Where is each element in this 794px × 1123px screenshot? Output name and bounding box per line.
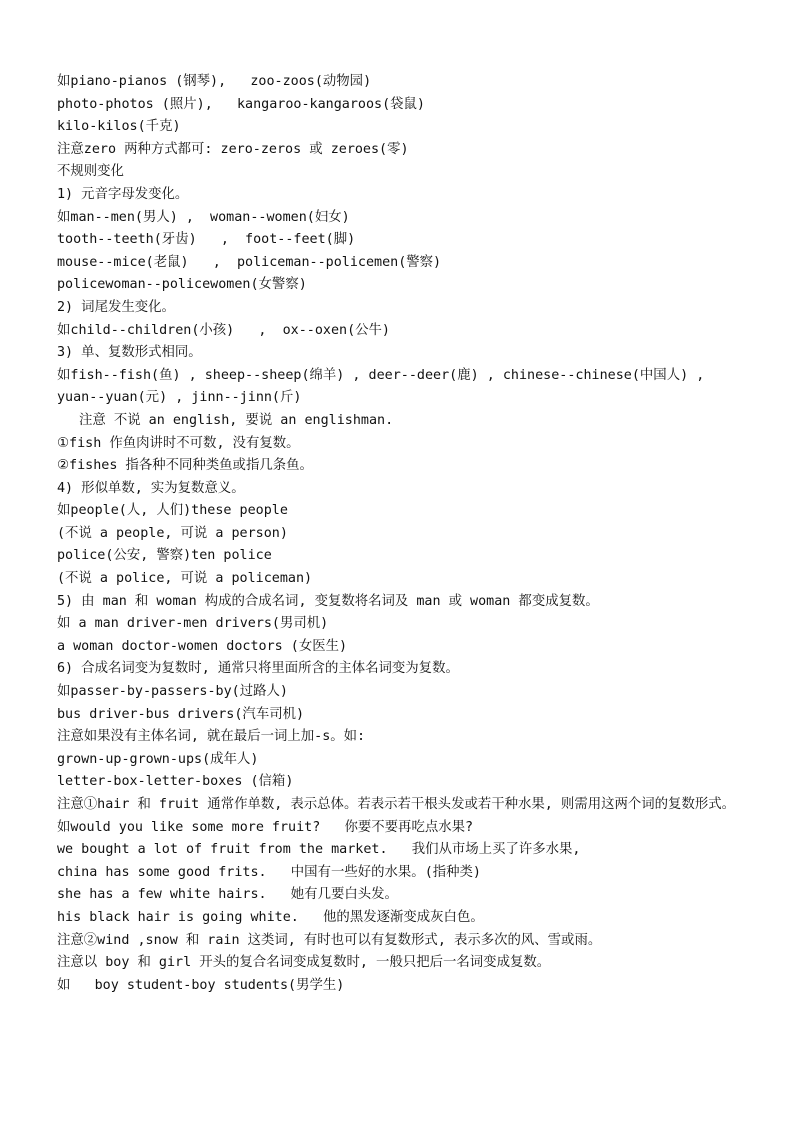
text-line: 注意zero 两种方式都可: zero-zeros 或 zeroes(零) bbox=[57, 141, 409, 157]
text-line: tooth--teeth(牙齿) , foot--feet(脚) bbox=[57, 232, 356, 248]
text-line: 如would you like some more fruit? 你要不要再吃点水果? bbox=[57, 819, 474, 835]
text-line: kilo-kilos(千克) bbox=[57, 119, 181, 135]
text-line: 如 boy student-boy students(男学生) bbox=[57, 977, 345, 993]
text-line: a woman doctor-women doctors (女医生) bbox=[57, 638, 348, 654]
subsection-heading: 4) 形似单数, 实为复数意义。 bbox=[57, 480, 245, 496]
subsection-heading: 6) 合成名词变为复数时, 通常只将里面所含的主体名词变为复数。 bbox=[57, 661, 459, 677]
text-line: grown-up-grown-ups(成年人) bbox=[57, 751, 259, 767]
text-line: yuan--yuan(元) , jinn--jinn(斤) bbox=[57, 390, 302, 406]
text-line: 注意以 boy 和 girl 开头的复合名词变成复数时, 一般只把后一名词变成复数。 bbox=[57, 955, 551, 971]
document-body bbox=[57, 71, 747, 997]
text-line: 注意如果没有主体名词, 就在最后一词上加-s。如: bbox=[57, 729, 366, 745]
section-heading: 不规则变化 bbox=[57, 164, 124, 180]
text-line: policewoman--policewomen(女警察) bbox=[57, 277, 307, 293]
text-line: mouse--mice(老鼠) , policeman--policemen(警察) bbox=[57, 254, 442, 270]
text-line: letter-box-letter-boxes (信箱) bbox=[57, 774, 294, 790]
text-line: bus driver-bus drivers(汽车司机) bbox=[57, 706, 305, 722]
text-line: we bought a lot of fruit from the market. 我们从市场上买了许多水果, bbox=[57, 842, 581, 858]
text-line: ①fish 作鱼肉讲时不可数, 没有复数。 bbox=[57, 435, 300, 451]
text-line: 如people(人, 人们)these people bbox=[57, 503, 288, 519]
text-line: 如man--men(男人) , woman--women(妇女) bbox=[57, 209, 350, 225]
text-line: 如passer-by-passers-by(过路人) bbox=[57, 684, 288, 700]
text-line: china has some good frits. 中国有一些好的水果。(指种类) bbox=[57, 864, 481, 880]
text-line: his black hair is going white. 他的黑发逐渐变成灰白色。 bbox=[57, 909, 484, 925]
text-line: 注意②wind ,snow 和 rain 这类词, 有时也可以有复数形式, 表示多次的风、雪或雨。 bbox=[57, 932, 602, 948]
subsection-heading: 1) 元音字母发变化。 bbox=[57, 186, 189, 202]
text-line: 如fish--fish(鱼) , sheep--sheep(绵羊) , deer--deer(鹿) , chinese--chinese(中国人) , bbox=[57, 367, 705, 383]
text-line: police(公安, 警察)ten police bbox=[57, 548, 272, 564]
text-line: photo-photos (照片), kangaroo-kangaroos(袋鼠) bbox=[57, 96, 425, 112]
note-line: 注意 不说 an english, 要说 an englishman. bbox=[79, 412, 394, 428]
subsection-heading: 3) 单、复数形式相同。 bbox=[57, 345, 202, 361]
text-line: 如 a man driver-men drivers(男司机) bbox=[57, 616, 329, 632]
text-line: (不说 a police, 可说 a policeman) bbox=[57, 571, 313, 587]
text-line: 如piano-pianos (钢琴), zoo-zoos(动物园) bbox=[57, 74, 372, 89]
text-line: (不说 a people, 可说 a person) bbox=[57, 525, 288, 541]
subsection-heading: 5) 由 man 和 woman 构成的合成名词, 变复数将名词及 man 或 woman 都变成复数。 bbox=[57, 593, 599, 609]
text-line: 如child--children(小孩) , ox--oxen(公牛) bbox=[57, 322, 390, 338]
text-line: ②fishes 指各种不同种类鱼或指几条鱼。 bbox=[57, 458, 313, 474]
subsection-heading: 2) 词尾发生变化。 bbox=[57, 299, 175, 315]
text-paragraph: 注意①hair 和 fruit 通常作单数, 表示总体。若表示若干根头发或若干种水果, 则需用这两个词的复数形式。 bbox=[57, 797, 736, 812]
text-line: she has a few white hairs. 她有几要白头发。 bbox=[57, 887, 398, 903]
